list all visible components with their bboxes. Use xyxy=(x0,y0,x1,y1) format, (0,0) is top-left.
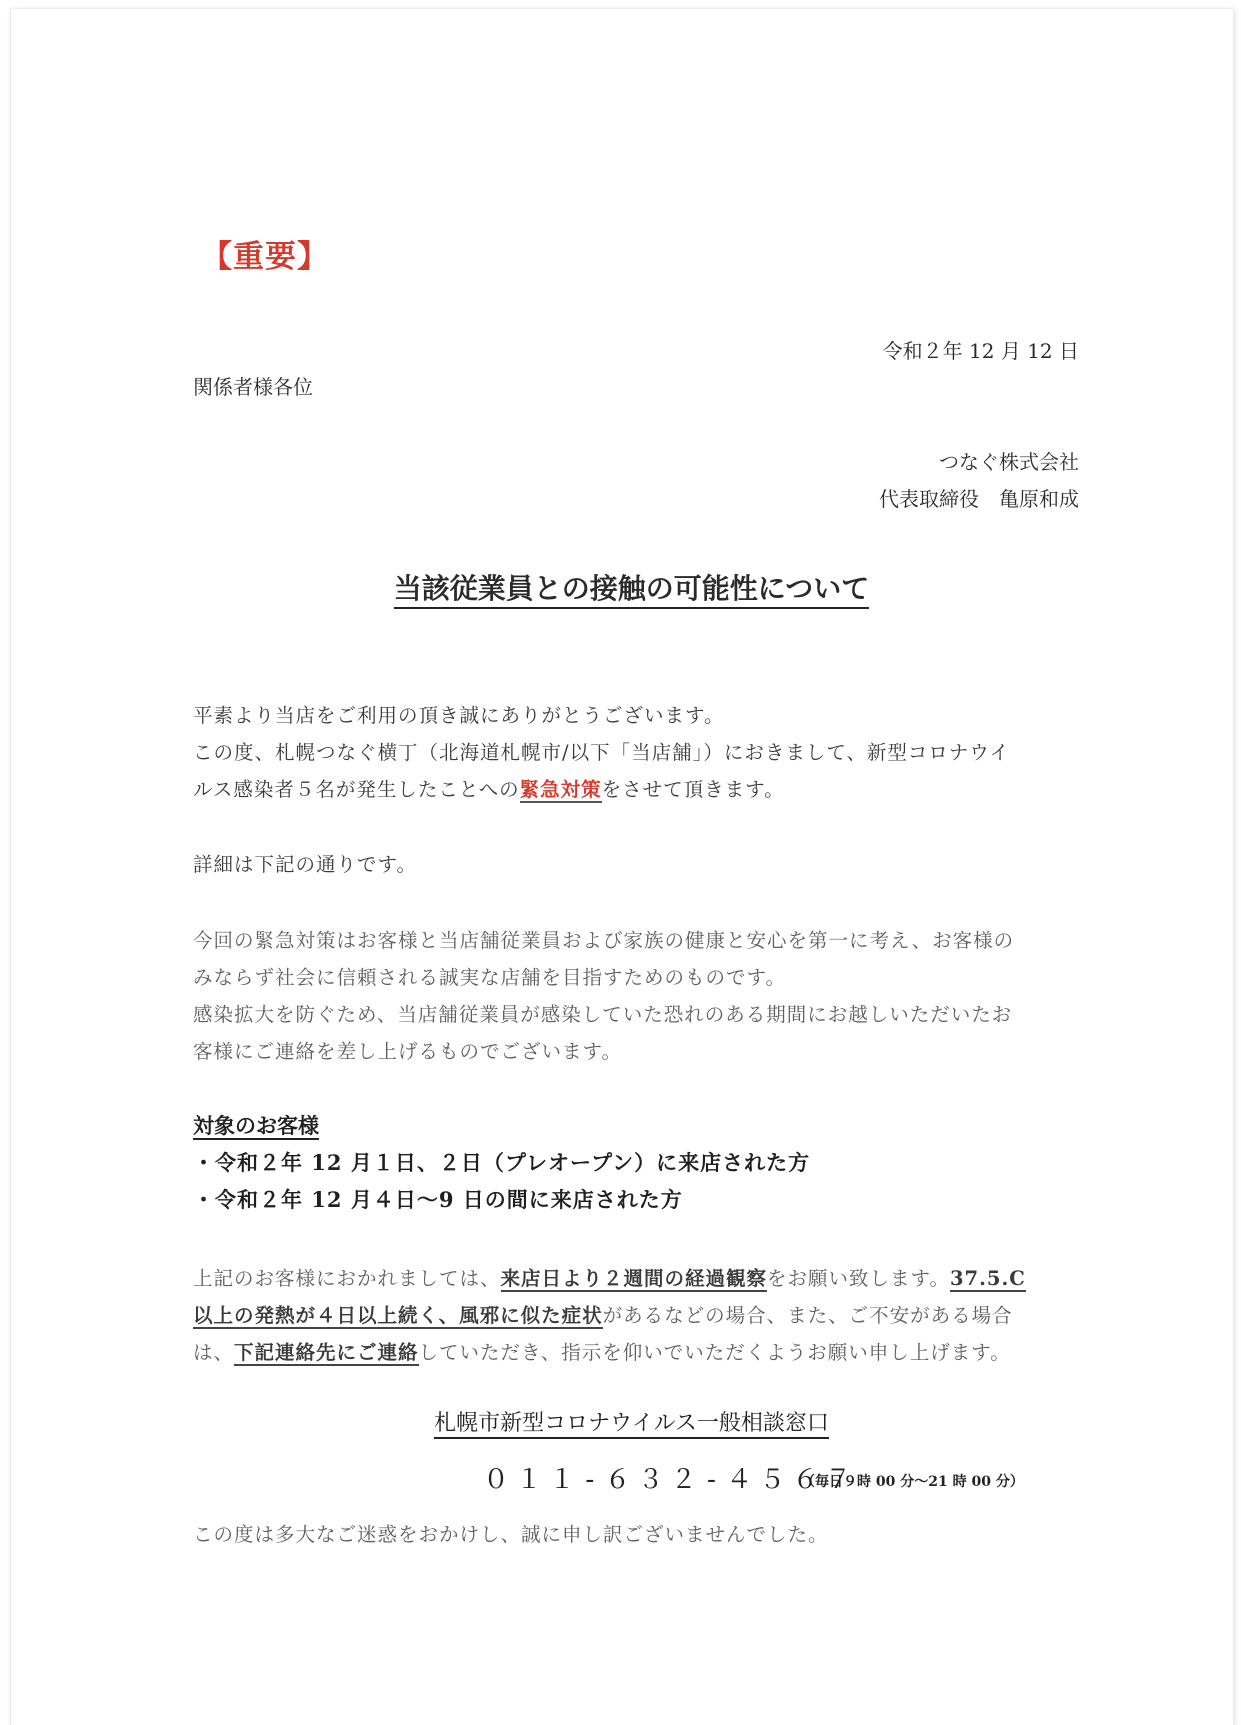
contact-emphasis: 下記連絡先にご連絡 xyxy=(234,1341,419,1364)
document-title xyxy=(11,567,1241,607)
document-page xyxy=(10,8,1233,1725)
notice-text: していただき、指示を仰いでいただくようお願い申し上げます。 xyxy=(418,1341,1011,1364)
details-note: 詳細は下記の通りです。 xyxy=(193,853,417,876)
notice-line-2 xyxy=(193,1297,1026,1334)
intro-line-2: この度、札幌つなぐ横丁（北海道札幌市/以下「当店舗」）におきまして、新型コロナウイ xyxy=(193,741,1010,764)
contact-phone: ０１１-６３２-４５６７ xyxy=(483,1465,859,1495)
purpose-line-3: 感染拡大を防ぐため、当店舗従業員が感染していた恐れのある期間にお越しいただいたお xyxy=(193,1003,1013,1026)
purpose-line-4: 客様にご連絡を差し上げるものでございます。 xyxy=(193,1040,622,1063)
notice-text: があるなどの場合、また、ご不安がある場合 xyxy=(602,1304,1013,1327)
symptoms-emphasis: 以上の発熱が４日以上続く、風邪に似た症状 xyxy=(193,1304,603,1327)
notice-text: をお願い致します。 xyxy=(767,1267,950,1290)
purpose-line-2: みならず社会に信頼される誠実な店舗を目指すためのものです。 xyxy=(193,966,786,989)
temperature-emphasis: 37.5.C xyxy=(949,1267,1026,1290)
purpose-paragraph xyxy=(193,922,1014,1070)
target-heading xyxy=(193,1110,319,1140)
document-date: 令和２年 12 月 12 日 xyxy=(882,339,1079,363)
notice-line-1 xyxy=(193,1260,1026,1297)
target-heading-text: 対象のお客様 xyxy=(193,1113,319,1138)
intro-line-3 xyxy=(193,771,1010,808)
notice-line-3 xyxy=(193,1334,1026,1371)
emergency-measures-emphasis: 緊急対策 xyxy=(519,778,602,801)
purpose-line-1: 今回の緊急対策はお客様と当店舗従業員および家族の健康と安心を第一に考え、お客様の xyxy=(193,929,1015,952)
notice-paragraph xyxy=(193,1260,1026,1371)
contact-hours: （毎日９時 00 分〜21 時 00 分） xyxy=(801,1474,1024,1490)
representative: 代表取締役 亀原和成 xyxy=(879,487,1079,511)
notice-text: は、 xyxy=(193,1341,235,1364)
target-item-2: ・令和２年 12 月４日〜9 日の間に来店された方 xyxy=(193,1187,683,1212)
important-label: 【重要】 xyxy=(201,239,329,275)
contact-title xyxy=(11,1406,1241,1437)
intro-line-3-after: をさせて頂きます。 xyxy=(601,778,785,801)
target-item-1: ・令和２年 12 月１日、２日（プレオープン）に来店された方 xyxy=(193,1150,811,1175)
intro-line-1: 平素より当店をご利用の頂き誠にありがとうございます。 xyxy=(193,704,725,727)
notice-text: 上記のお客様におかれましては、 xyxy=(193,1267,501,1290)
recipient: 関係者様各位 xyxy=(193,375,313,399)
contact-title-text: 札幌市新型コロナウイルス一般相談窓口 xyxy=(434,1411,829,1439)
intro-paragraph xyxy=(193,697,1010,808)
observation-emphasis: 来店日より２週間の経過観察 xyxy=(500,1267,768,1290)
closing-statement: この度は多大なご迷惑をおかけし、誠に申し訳ございませんでした。 xyxy=(193,1523,829,1546)
intro-line-3-before: ルス感染者５名が発生したことへの xyxy=(193,778,520,801)
company-name: つなぐ株式会社 xyxy=(939,450,1079,474)
document-title-text: 当該従業員との接触の可能性について xyxy=(394,572,869,609)
